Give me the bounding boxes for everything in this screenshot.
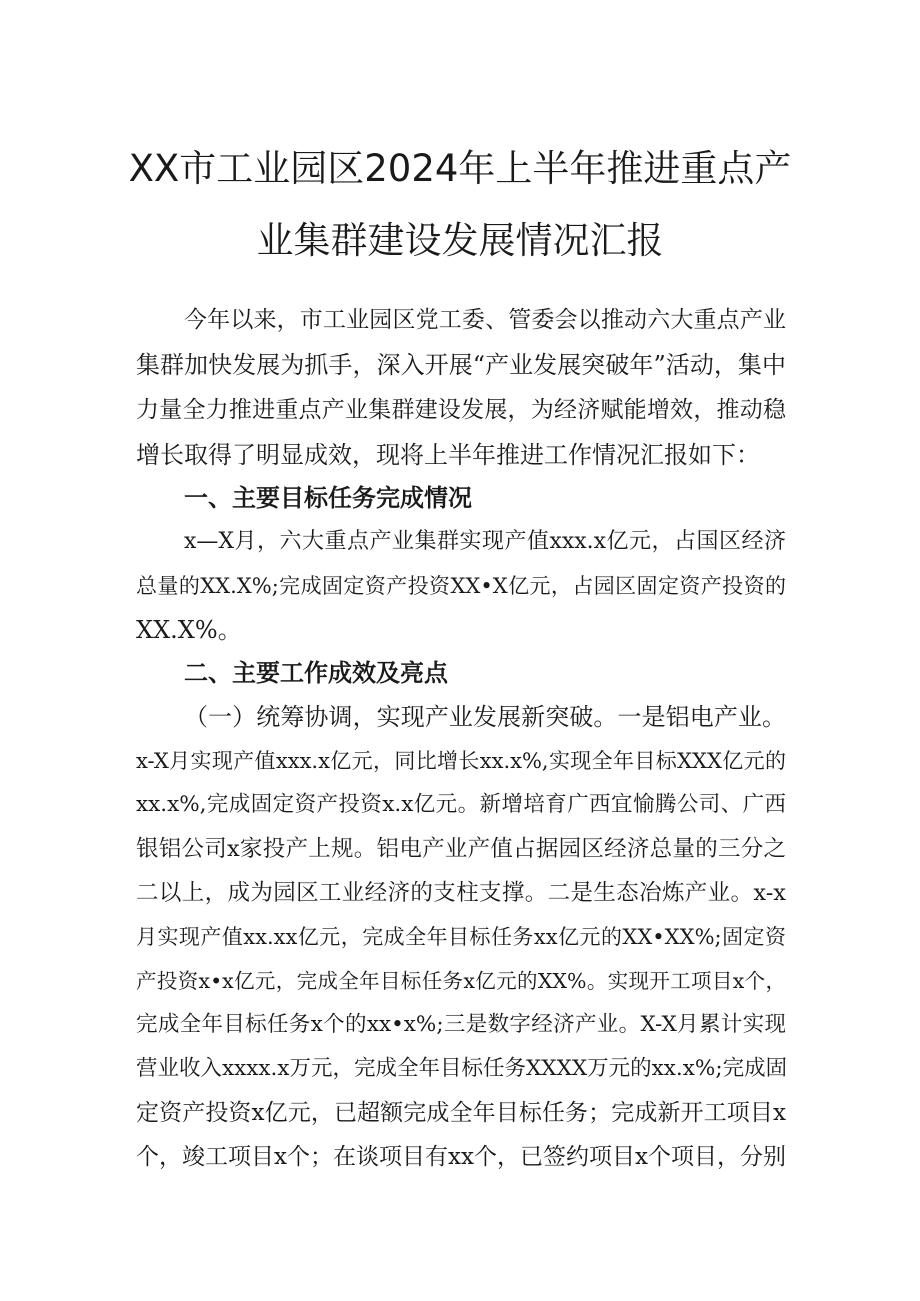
section-2-line-1: （一）统筹协调，实现产业发展新突破。一是铝电产业。 bbox=[184, 703, 786, 731]
section-1-line-2: 总量的XX.X%;完成固定资产投资XX•X亿元，占园区固定资产投资的 bbox=[136, 574, 786, 598]
section-2-line-6: 月实现产值xx.xx亿元，完成全年目标任务xx亿元的XX•XX%;固定资 bbox=[136, 925, 786, 949]
section-2-line-11: 个，竣工项目x个；在谈项目有xx个，已签约项目x个项目，分别 bbox=[136, 1144, 786, 1170]
section-2-line-2: x-X月实现产值xxx.x亿元，同比增长xx.x%,实现全年目标XXX亿元的 bbox=[136, 749, 786, 773]
intro-line-3: 力量全力推进重点产业集群建设发展，为经济赋能增效，推动稳 bbox=[136, 397, 786, 423]
section-1-line-1: x—X月，六大重点产业集群实现产值xxx.x亿元，占国区经济 bbox=[184, 529, 786, 554]
intro-line-2: 集群加快发展为抓手，深入开展“产业发展突破年”活动，集中 bbox=[136, 351, 786, 379]
intro-line-4: 增长取得了明显成效，现将上半年推进工作情况汇报如下： bbox=[136, 441, 760, 469]
section-1-heading: 一、主要目标任务完成情况 bbox=[184, 484, 472, 512]
section-2-line-8: 完成全年目标任务x个的xx•x%;三是数字经济产业。X-X月累计实现 bbox=[136, 1012, 786, 1037]
section-2-line-9: 营业收入xxxx.x万元，完成全年目标任务XXXX万元的xx.x%;完成固 bbox=[136, 1056, 788, 1081]
document-title-line-1: XX市工业园区2024年上半年推进重点产 bbox=[128, 147, 792, 190]
section-1-line-3: XX.X%。 bbox=[136, 616, 242, 644]
section-2-line-7: 产投资x•x亿元，完成全年目标任务x亿元的XX%。实现开工项目x个， bbox=[136, 969, 786, 993]
section-2-heading: 二、主要工作成效及亮点 bbox=[184, 659, 448, 687]
section-2-line-10: 定资产投资x亿元，已超额完成全年目标任务；完成新开工项目x bbox=[136, 1100, 786, 1126]
intro-line-1: 今年以来，市工业园区党工委、管委会以推动六大重点产业 bbox=[184, 307, 786, 333]
section-2-line-3: xx.x%,完成固定资产投资x.x亿元。新增培育广西宜愉腾公司、广西 bbox=[136, 792, 786, 817]
section-2-line-4: 银铝公司x家投产上规。铝电产业产值占据园区经济总量的三分之 bbox=[136, 836, 786, 862]
document-title-line-2: 业集群建设发展情况汇报 bbox=[256, 219, 664, 262]
section-2-line-5: 二以上，成为园区工业经济的支柱支撑。二是生态冶炼产业。x-x bbox=[136, 880, 786, 906]
